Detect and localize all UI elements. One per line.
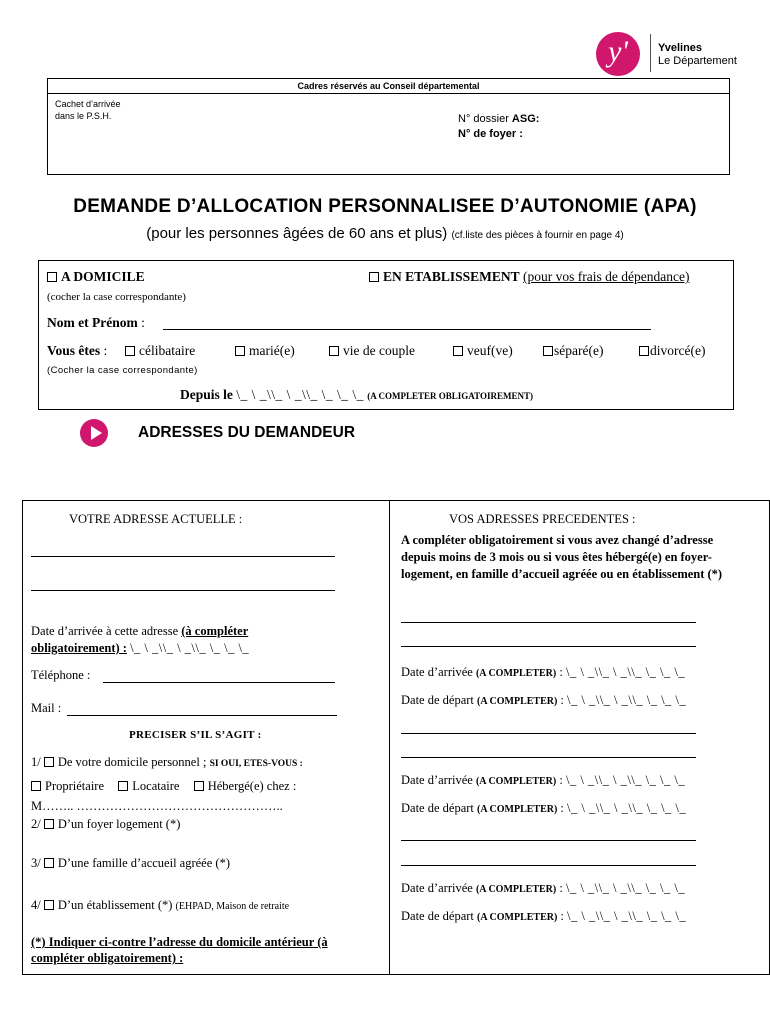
previous-addresses-intro: A compléter obligatoirement si vous avez changé d’adresse depuis moins de 3 mois ou si vous êtes hébergé(e) en foyer-logement, en famille d’accueil agréée ou en établissement (*) [401, 533, 723, 581]
department-logo [596, 32, 756, 76]
logo-mark: y' [596, 32, 640, 76]
vous-etes-label: Vous êtes [47, 343, 101, 358]
subtitle-text: (pour les personnes âgées de 60 ans et plus) [146, 225, 448, 242]
logo-name: Yvelines [658, 42, 703, 54]
a-completer-note: (A COMPLETER) [477, 804, 558, 815]
dossier-asg: ASG: [511, 113, 540, 125]
option-etablissement[interactable] [31, 898, 289, 913]
cachet-line-1: Cachet d’arrivée [55, 99, 121, 109]
heberge-label: Hébergé(e) chez : [207, 779, 297, 793]
etablissement-note: (pour vos frais de dépendance) [523, 269, 690, 284]
status-vie-de-couple[interactable] [329, 343, 415, 359]
prev-3-departure [401, 909, 686, 924]
cocher-note-2: (Cocher la case correspondante) [47, 365, 198, 376]
nom-row [47, 315, 145, 331]
depuis-row [180, 387, 533, 403]
prev-2-arrival-date-field[interactable]: \_ \ _\\_ \ _\\_ \_ \_ \_ [565, 773, 686, 787]
etablissement-option[interactable] [369, 269, 689, 285]
section-title: ADRESSES DU DEMANDEUR [138, 424, 356, 441]
option-2-number: 2/ [31, 817, 41, 831]
current-address-line-2[interactable] [31, 590, 335, 591]
prev-1-arrival-date-field[interactable]: \_ \ _\\_ \ _\\_ \_ \_ \_ [565, 665, 686, 679]
prev-address-3-line-2[interactable] [401, 865, 696, 866]
colon: : [557, 693, 564, 707]
prev-address-3-line-1[interactable] [401, 840, 696, 841]
depuis-label: Depuis le [180, 387, 233, 402]
mail-label: Mail : [31, 701, 62, 715]
arrival-date-label: Date d’arrivée à cette adresse [31, 624, 182, 638]
marie-label: marié(e) [249, 343, 295, 358]
colon: : [556, 881, 563, 895]
a-completer-note: (A COMPLETER) [475, 668, 557, 679]
nom-input[interactable] [163, 329, 651, 330]
marie-checkbox[interactable] [235, 346, 245, 356]
mail-input[interactable] [67, 715, 337, 716]
prev-3-arrival [401, 881, 685, 896]
prev-1-departure [401, 693, 686, 708]
housing-types [31, 779, 296, 794]
vie-de-couple-label: vie de couple [343, 343, 415, 358]
cachet-label [55, 98, 155, 122]
situation-box [38, 260, 734, 410]
arrival-date-block [31, 623, 371, 657]
a-completer-note: (A COMPLETER) [477, 912, 558, 923]
prev-1-departure-date-field[interactable]: \_ \ _\\_ \ _\\_ \_ \_ \_ [567, 693, 687, 707]
departure-label: Date de départ [401, 909, 478, 923]
arrival-label: Date d’arrivée [401, 773, 476, 787]
a-completer-note: (A COMPLETER) [477, 696, 558, 707]
option-3-label: D’une famille d’accueil agréée (*) [57, 856, 230, 870]
option-4-checkbox[interactable] [44, 900, 54, 910]
departure-label: Date de départ [401, 693, 478, 707]
divorce-checkbox[interactable] [639, 346, 649, 356]
option-2-checkbox[interactable] [44, 819, 54, 829]
status-marie[interactable] [235, 343, 295, 359]
dossier-prefix: N° dossier [458, 113, 512, 125]
etablissement-label: EN ETABLISSEMENT [383, 269, 520, 284]
colon: : [556, 665, 563, 679]
domicile-label: A DOMICILE [61, 269, 145, 284]
arrival-date-field[interactable]: \_ \ _\\_ \ _\\_ \_ \_ \_ [130, 641, 250, 655]
colon: : [556, 773, 563, 787]
colon: : [557, 801, 564, 815]
prev-2-departure [401, 801, 686, 816]
page-title: DEMANDE D’ALLOCATION PERSONNALISEE D’AUTONOMIE (APA) [73, 196, 697, 217]
option-1-number: 1/ [31, 755, 41, 769]
page-subtitle [0, 225, 770, 242]
status-separe[interactable] [543, 343, 603, 359]
domicile-option[interactable] [47, 269, 145, 285]
depuis-note: (A COMPLETER OBLIGATOIREMENT) [367, 391, 533, 401]
arrival-date-required-1: (à compléter [181, 624, 249, 638]
depuis-date-field[interactable]: \_ \ _\\_ \ _\\_ \_ \_ \_ [236, 387, 364, 402]
prev-3-arrival-date-field[interactable]: \_ \ _\\_ \ _\\_ \_ \_ \_ [565, 881, 686, 895]
status-veuf[interactable] [453, 343, 513, 359]
veuf-checkbox[interactable] [453, 346, 463, 356]
play-arrow-icon [80, 419, 108, 447]
option-3-checkbox[interactable] [44, 858, 54, 868]
current-address-line-1[interactable] [31, 556, 335, 557]
divorce-label: divorcé(e) [650, 343, 706, 358]
prev-3-departure-date-field[interactable]: \_ \ _\\_ \ _\\_ \_ \_ \_ [567, 909, 687, 923]
footnote: (*) Indiquer ci-contre l’adresse du domicile antérieur (à compléter obligatoirement) : [31, 935, 328, 965]
locataire-label: Locataire [132, 779, 180, 793]
subtitle-note: (cf.liste des pièces à fournir en page 4) [451, 230, 624, 241]
option-1-question: SI OUI, ETES-VOUS : [209, 759, 303, 769]
reserved-box [47, 78, 730, 175]
prev-address-2-line-2[interactable] [401, 757, 696, 758]
telephone-input[interactable] [103, 682, 335, 683]
arrow-triangle [91, 426, 102, 440]
celibataire-checkbox[interactable] [125, 346, 135, 356]
cocher-note: (cocher la case correspondante) [47, 291, 186, 303]
nom-colon: : [141, 315, 145, 330]
option-famille[interactable] [31, 856, 230, 871]
foyer-number: N° de foyer : [458, 128, 523, 140]
cachet-line-2: dans le P.S.H. [55, 111, 112, 121]
column-divider [389, 501, 390, 974]
arrival-label: Date d’arrivée [401, 665, 476, 679]
option-2-label: D’un foyer logement (*) [57, 817, 181, 831]
telephone-label: Téléphone : [31, 668, 91, 682]
option-foyer[interactable] [31, 817, 180, 832]
domicile-checkbox[interactable] [47, 272, 57, 282]
prev-2-arrival [401, 773, 685, 788]
logo-subname: Le Département [658, 55, 737, 67]
prev-address-1-line-2[interactable] [401, 646, 696, 647]
option-4-label: D’un établissement (*) [57, 898, 173, 912]
prev-address-2-line-1[interactable] [401, 733, 696, 734]
prev-2-departure-date-field[interactable]: \_ \ _\\_ \ _\\_ \_ \_ \_ [567, 801, 687, 815]
previous-addresses-title: VOS ADRESSES PRECEDENTES : [449, 512, 636, 526]
option-3-number: 3/ [31, 856, 41, 870]
nom-label: Nom et Prénom [47, 315, 138, 330]
arrival-label: Date d’arrivée [401, 881, 476, 895]
prev-address-1-line-1[interactable] [401, 622, 696, 623]
separe-checkbox[interactable] [543, 346, 553, 356]
reserved-header: Cadres réservés au Conseil départemental [48, 79, 729, 94]
option-1-checkbox[interactable] [44, 757, 54, 767]
preciser-heading: PRECISER S’IL S’AGIT : [129, 729, 262, 741]
separe-label: séparé(e) [554, 343, 604, 358]
etablissement-checkbox[interactable] [369, 272, 379, 282]
logo-separator [650, 34, 651, 72]
option-1-label: De votre domicile personnel ; [57, 755, 207, 769]
veuf-label: veuf(ve) [467, 343, 513, 358]
heberge-checkbox[interactable] [194, 781, 204, 791]
prev-1-arrival [401, 665, 685, 680]
vous-etes-colon: : [103, 343, 108, 358]
option-4-number: 4/ [31, 898, 41, 912]
vie-de-couple-checkbox[interactable] [329, 346, 339, 356]
option-domicile[interactable] [31, 755, 303, 770]
proprietaire-checkbox[interactable] [31, 781, 41, 791]
locataire-checkbox[interactable] [118, 781, 128, 791]
current-address-title: VOTRE ADRESSE ACTUELLE : [69, 512, 243, 526]
status-divorce[interactable] [639, 343, 705, 359]
status-celibataire[interactable] [125, 343, 195, 359]
a-completer-note: (A COMPLETER) [475, 884, 557, 895]
addresses-table [22, 500, 770, 975]
dossier-number [458, 112, 539, 127]
option-4-note: (EHPAD, Maison de retraite [175, 901, 290, 912]
departure-label: Date de départ [401, 801, 478, 815]
celibataire-label: célibataire [139, 343, 196, 358]
heberge-name-line[interactable]: M…….. ………………………………………….. [31, 799, 283, 813]
proprietaire-label: Propriétaire [45, 779, 105, 793]
dossier-info [458, 112, 539, 142]
colon: : [557, 909, 564, 923]
a-completer-note: (A COMPLETER) [475, 776, 557, 787]
arrival-date-required-2: obligatoirement) : [31, 641, 127, 655]
